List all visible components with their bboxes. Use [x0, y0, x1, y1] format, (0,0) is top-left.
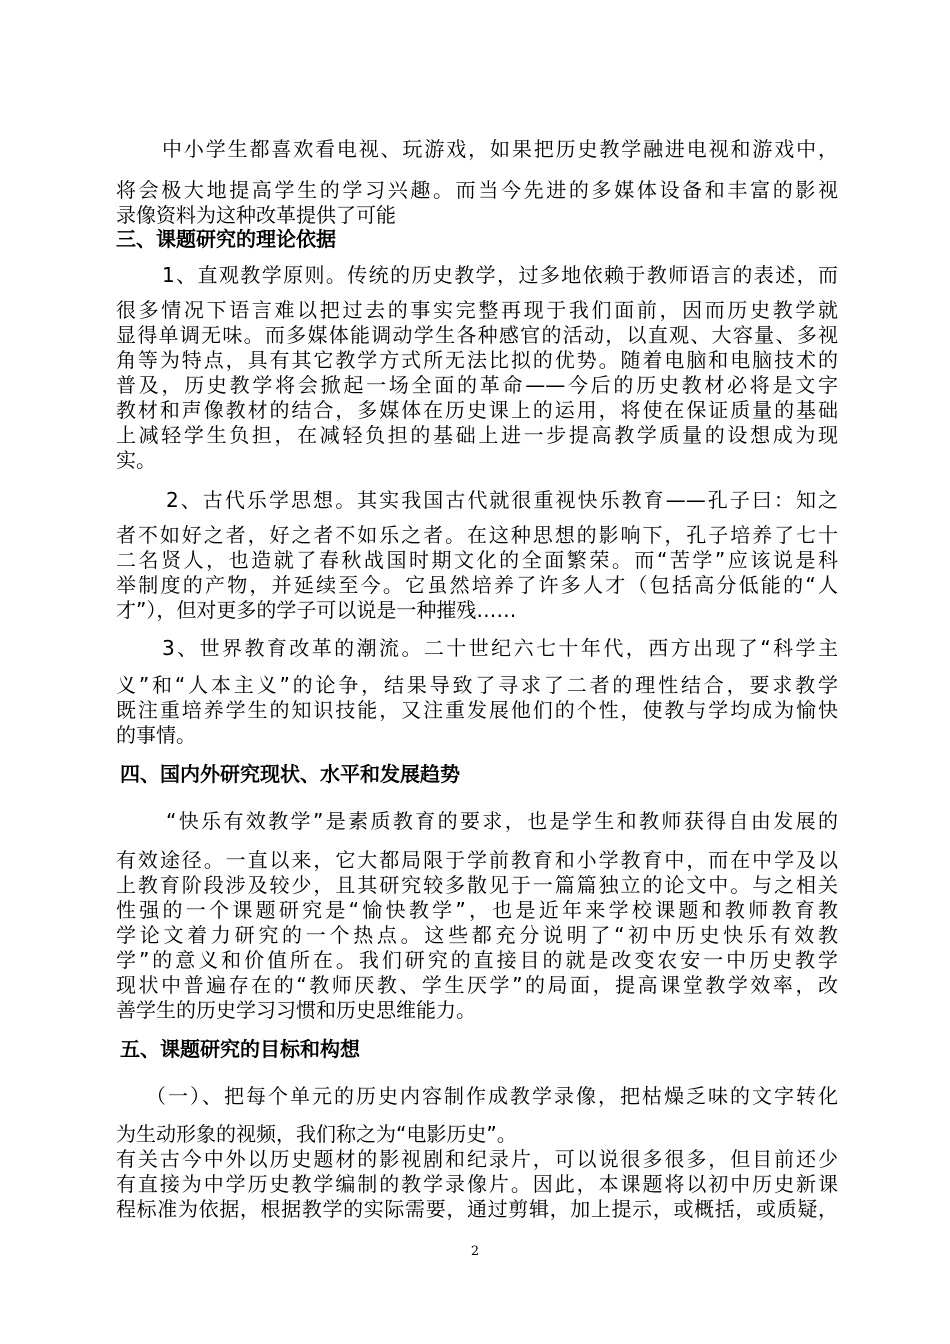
text-line: 实。	[116, 448, 156, 472]
text-line: 者不如好之者，好之者不如乐之者。在这种思想的影响下，孔子培养了七十	[116, 523, 838, 547]
section-heading-5: 五、课题研究的目标和构想	[120, 1037, 360, 1061]
text-line: 有直接为中学历史教学编制的教学录像片。因此，本课题将以初中历史新课	[116, 1172, 838, 1196]
text-line: 3、世界教育改革的潮流。二十世纪六七十年代，西方出现了“科学主	[162, 636, 838, 660]
text-line: 教材和声像教材的结合，多媒体在历史课上的运用，将使在保证质量的基础	[116, 398, 838, 422]
text-line: 中小学生都喜欢看电视、玩游戏，如果把历史教学融进电视和游戏中，	[162, 137, 838, 161]
text-line: （一）、把每个单元的历史内容制作成教学录像，把枯燥乏味的文字转化	[146, 1084, 838, 1108]
text-line: 现状中普遍存在的“教师厌教、学生厌学”的局面，提高课堂教学效率，改	[116, 973, 838, 997]
text-line: 义”和“人本主义”的论争，结果导致了寻求了二者的理性结合，要求教学	[116, 673, 838, 697]
text-line: 上教育阶段涉及较少，且其研究较多散见于一篇篇独立的论文中。与之相关	[116, 873, 838, 897]
text-line: 性强的一个课题研究是“愉快教学”，也是近年来学校课题和教师教育教	[116, 898, 838, 922]
text-line: 上减轻学生负担，在减轻负担的基础上进一步提高教学质量的设想成为现	[116, 423, 838, 447]
text-line: 才”），但对更多的学子可以说是一种摧残……	[116, 598, 517, 622]
text-line: 二名贤人，也造就了春秋战国时期文化的全面繁荣。而“苦学”应该说是科	[116, 548, 838, 572]
text-line: 有效途径。一直以来，它大都局限于学前教育和小学教育中，而在中学及以	[116, 848, 838, 872]
text-line: 程标准为依据，根据教学的实际需要，通过剪辑，加上提示，或概括，或质疑，	[116, 1197, 838, 1221]
text-line: 将会极大地提高学生的学习兴趣。而当今先进的多媒体设备和丰富的影视	[116, 178, 838, 202]
text-line: 很多情况下语言难以把过去的事实完整再现于我们面前，因而历史教学就	[116, 298, 838, 322]
section-heading-4: 四、国内外研究现状、水平和发展趋势	[120, 762, 460, 786]
text-line: 普及，历史教学将会掀起一场全面的革命——今后的历史教材必将是文字	[116, 373, 838, 397]
text-line: 1、直观教学原则。传统的历史教学，过多地依赖于教师语言的表述，而	[162, 263, 838, 287]
section-heading-3: 三、课题研究的理论依据	[116, 227, 336, 251]
text-line: 有关古今中外以历史题材的影视剧和纪录片，可以说很多很多，但目前还少	[116, 1147, 838, 1171]
text-line: 的事情。	[116, 723, 196, 747]
text-line: “快乐有效教学”是素质教育的要求，也是学生和教师获得自由发展的	[166, 809, 838, 833]
page-number: 2	[470, 1244, 480, 1259]
text-line: 显得单调无味。而多媒体能调动学生各种感官的活动，以直观、大容量、多视	[116, 323, 838, 347]
text-line: 学”的意义和价值所在。我们研究的直接目的就是改变农安一中历史教学	[116, 948, 838, 972]
text-line: 既注重培养学生的知识技能，又注重发展他们的个性，使教与学均成为愉快	[116, 698, 838, 722]
text-line: 录像资料为这种改革提供了可能	[116, 203, 396, 227]
text-line: 善学生的历史学习习惯和历史思维能力。	[116, 998, 476, 1022]
text-line: 为生动形象的视频，我们称之为“电影历史”。	[116, 1122, 517, 1146]
text-line: 2、古代乐学思想。其实我国古代就很重视快乐教育——孔子曰：知之	[166, 488, 838, 512]
text-line: 学论文着力研究的一个热点。这些都充分说明了“初中历史快乐有效教	[116, 923, 838, 947]
text-line: 举制度的产物，并延续至今。它虽然培养了许多人才（包括高分低能的“人	[116, 573, 838, 597]
text-line: 角等为特点，具有其它教学方式所无法比拟的优势。随着电脑和电脑技术的	[116, 348, 838, 372]
